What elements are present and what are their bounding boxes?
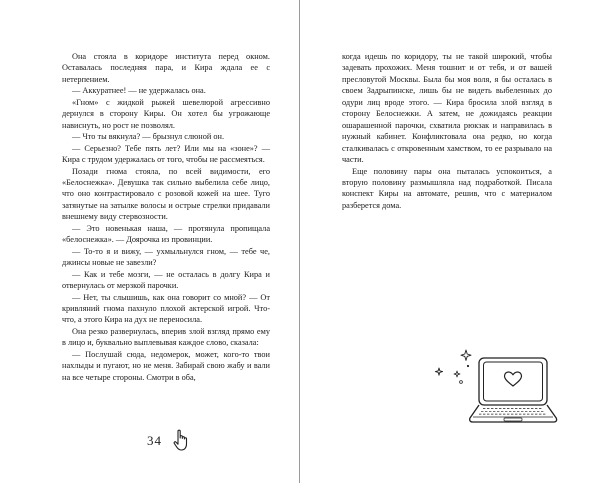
paragraph: «Гном» с жидкой рыжей шевелюрой агрессивно дернулся в сторону Киры. Он хотел бы угрожающе нависнуть, но рост не позволял. [62, 97, 270, 130]
pointing-hand-icon [172, 428, 192, 452]
paragraph: — Послушай сюда, недомерок, может, кого-то твои нахлыды и пугают, но не меня. Забирай свою жабу и вали на все четыре стороны. Смотри в оба, [62, 349, 270, 382]
left-page-text [62, 51, 270, 383]
paragraph: — Как и тебе мозги, — не осталась в долгу Кира и отвернулась от мерзкой парочки. [62, 269, 270, 291]
paragraph: — Это новенькая наша, — протянула пропищала «белоснежка». — Доярочка из провинции. [62, 223, 270, 245]
paragraph: Она резко развернулась, вперив злой взгляд прямо ему в лицо и, буквально выплевывая каждое слово, сказала: [62, 326, 270, 348]
laptop-with-heart-icon [430, 348, 558, 428]
paragraph: — Аккуратнее! — не удержалась она. [72, 86, 206, 96]
paragraph: Она стояла в коридоре института перед окном. Оставалась последняя пара, и Кира ждала ее с нетерпением. [62, 52, 270, 84]
right-page [300, 0, 599, 483]
left-page [0, 0, 299, 483]
paragraph: Еще половину пары она пыталась успокоиться, а вторую половину размышляла над подработкой. Писала конспект Киры на автомате, решив, что с материалом разберется дома. [342, 166, 552, 210]
paragraph: когда идешь по коридору, ты не такой широкий, чтобы задевать прохожих. Меня тошнит и от тебя, и от вашей пресловутой Москвы. Была бы моя воля, я бы осталась в своем Задрыпинске, лишь бы не видеть выбеленных до одури лиц вроде этого. — Кира бросила злой взгляд в сторону Белоснежки. А затем, не дожидаясь реакции ошарашенной парочки, схватила рюкзак и направилась в нужный кабинет. Конфликтовала она редко, но когда сталкивалась с откровенным хамством, то ее разрывало на части. [342, 52, 552, 165]
paragraph: — Серьезно? Тебе пять лет? Или мы на «зоне»? — Кира с трудом удержалась от того, чтобы не рассмеяться. [62, 143, 270, 165]
paragraph: — Нет, ты слышишь, как она говорит со мной? — От кривляний гнома пахнуло плохой актерской игрой. Что-что, а этого Кира на дух не переносила. [62, 292, 270, 325]
right-page-text [342, 51, 552, 211]
paragraph: Позади гнома стояла, по всей видимости, его «Белоснежка». Девушка так сильно выбелила себе лицо, что оно контрастировало с розовой кожей на шее. Туго затянутые на затылке волосы и острые стрелки придавали внешнему виду стервозности. [62, 166, 270, 222]
paragraph: — То-то я и вижу, — ухмыльнулся гном, — тебе че, джинсы новые не завезли? [62, 246, 270, 268]
paragraph: — Что ты вякнула? — брызнул слюной он. [72, 132, 225, 142]
page-number: 34 [147, 433, 162, 448]
